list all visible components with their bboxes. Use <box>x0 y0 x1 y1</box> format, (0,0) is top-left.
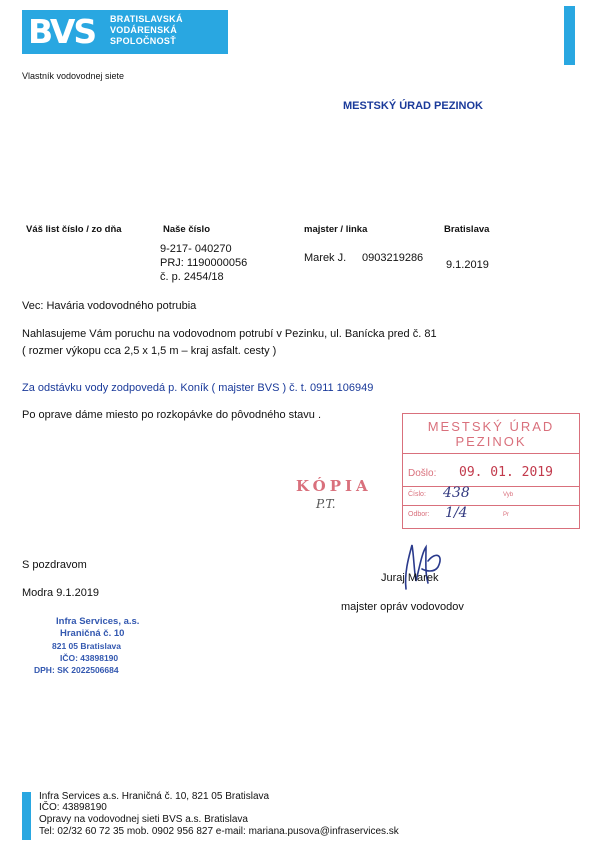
our-number-block <box>160 242 247 284</box>
brand-bar-top <box>564 6 575 65</box>
header-our-number: Naše číslo <box>163 224 210 235</box>
company-street: Hraničná č. 10 <box>60 628 125 639</box>
footer-line-1: Infra Services a.s. Hraničná č. 10, 821 05 Bratislava <box>39 791 270 802</box>
stamp-received-date: 09. 01. 2019 <box>459 465 553 480</box>
copy-initials: P.T. <box>316 497 336 511</box>
company-city: 821 05 Bratislava <box>52 641 121 651</box>
received-stamp <box>402 413 580 529</box>
stamp-office <box>403 419 579 449</box>
company-dic: DPH: SK 2022506684 <box>34 665 119 675</box>
greeting: S pozdravom <box>22 559 87 571</box>
logo-text <box>110 14 183 47</box>
contact-phone: 0903219286 <box>362 252 424 264</box>
stamp-dept-label: Odbor: <box>408 511 430 518</box>
stamp-office-line-2: PEZINOK <box>455 434 527 449</box>
body-text-line-2: ( rozmer výkopu cca 2,5 x 1,5 m – kraj asfalt. cesty ) <box>22 345 277 357</box>
logo-line-3: SPOLOČNOSŤ <box>110 36 177 46</box>
stamp-small-label: Vyb <box>503 492 514 498</box>
stamp-divider <box>403 505 579 506</box>
our-number-line: PRJ: 1190000056 <box>160 257 248 269</box>
signature <box>392 541 448 593</box>
copy-stamp: KÓPIA <box>296 477 372 495</box>
stamp-received-label: Došlo: <box>408 468 437 479</box>
our-number-line: 9-217- 040270 <box>160 243 232 255</box>
logo-line-1: BRATISLAVSKÁ <box>110 14 183 24</box>
our-number-line: č. p. 2454/18 <box>160 271 224 283</box>
header-contact: majster / linka <box>304 224 368 235</box>
stamp-office-line-1: MESTSKÝ ÚRAD <box>427 419 555 434</box>
body-text-line-1: Nahlasujeme Vám poruchu na vodovodnom potrubí v Pezinku, ul. Banícka pred č. 81 <box>22 328 437 340</box>
stamp-number-label: Číslo: <box>408 491 426 498</box>
stamp-dept-value: 1/4 <box>445 505 468 521</box>
stamp-divider <box>403 486 579 487</box>
footer-line-2: IČO: 43898190 <box>39 802 107 813</box>
repair-note: Po oprave dáme miesto po rozkopávke do pôvodného stavu . <box>22 409 322 421</box>
header-city: Bratislava <box>444 224 490 235</box>
header-your-letter: Váš list číslo / zo dňa <box>26 224 122 235</box>
company-name: Infra Services, a.s. <box>56 616 140 627</box>
place-date: Modra 9.1.2019 <box>22 587 100 599</box>
stamp-number-value: 438 <box>443 485 470 501</box>
footer-line-3: Opravy na vodovodnej sieti BVS a.s. Bratislava <box>39 814 248 825</box>
signer-name: Juraj Marek <box>381 572 439 584</box>
stamp-divider <box>403 453 579 454</box>
brand-bar-bottom <box>22 792 31 840</box>
contact-name: Marek J. <box>304 252 347 264</box>
subject-line: Vec: Havária vodovodného potrubia <box>22 300 197 312</box>
logo-letters: BVS <box>28 12 96 51</box>
recipient: MESTSKÝ ÚRAD PEZINOK <box>343 100 483 112</box>
company-ico: IČO: 43898190 <box>60 653 119 663</box>
logo-line-2: VODÁRENSKÁ <box>110 25 178 35</box>
bvs-logo <box>22 10 228 54</box>
footer-line-4: Tel: 02/32 60 72 35 mob. 0902 956 827 e-mail: mariana.pusova@infraservices.sk <box>39 826 399 837</box>
letter-date: 9.1.2019 <box>446 259 489 271</box>
owner-label: Vlastník vodovodnej siete <box>22 71 125 81</box>
signer-role: majster opráv vodovodov <box>341 601 464 613</box>
stamp-small-label: Pr <box>503 512 509 518</box>
responsible-person: Za odstávku vody zodpovedá p. Koník ( majster BVS ) č. t. 0911 106949 <box>22 382 374 394</box>
